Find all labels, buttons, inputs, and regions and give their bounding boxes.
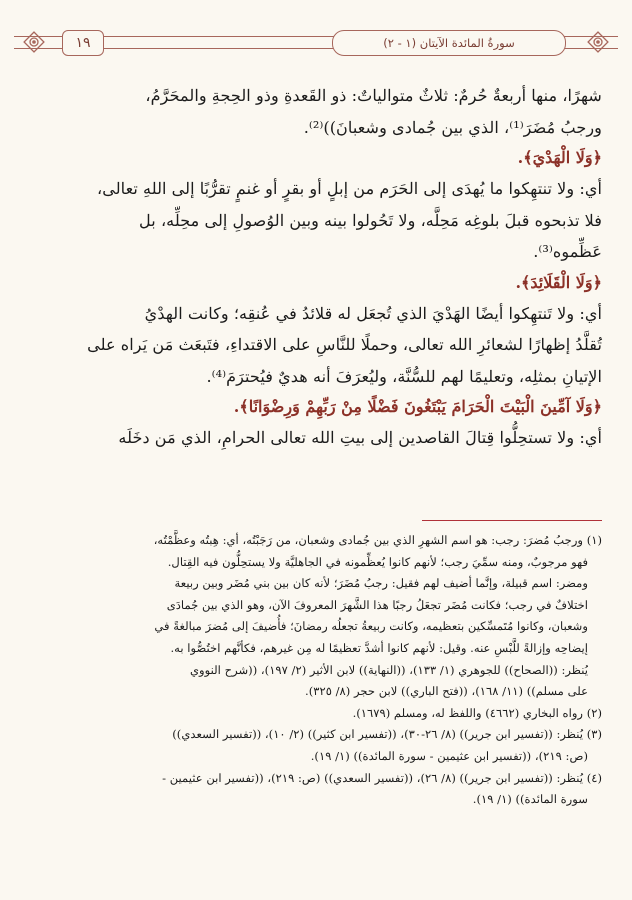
text-line: فلا تذبحوه قبلَ بلوغِه مَحِلَّه، ولا تَحُولوا بينه وبين الوُصولِ إلى محِلِّه، بل xyxy=(139,210,602,230)
footnote-line: على مسلم)) (١١/ ١٦٨)، ((فتح الباري)) لابن حجر (٨/ ٣٢٥). xyxy=(305,684,588,699)
footnote-line: يُنظر: ((الصحاح)) للجوهري (١/ ١٣٣)، ((النهاية)) لابن الأثير (٢/ ١٩٧)، ((شرح النووي xyxy=(189,662,588,677)
footnote-line: (٣) يُنظر: ((تفسير ابن جرير)) (٨/ ٢٦-٣٠)، ((تفسير ابن كثير)) (٢/ ١٠)، ((تفسير السعدي)) xyxy=(172,727,602,742)
text-line: شهرًا، منها أربعةٌ حُرمٌ: ثلاثٌ متوالياتٌ: ذو القَعدةِ وذو الحِجةِ والمحَرَّمُ، xyxy=(145,86,602,105)
main-text xyxy=(38,80,602,454)
footnote-line: فهو مرجوبٌ، ومنه سمِّيَ رجب؛ لأنهم كانوا يُعظِّمونه في الجاهليَّة ولا يستحِلُّون فيه القِتال. xyxy=(167,554,588,569)
text-line: أي: ولا تَنتهِكوا أيضًا الهَدْيَ الذي تُجعَل له قلائدُ في عُنقِه؛ وكانت الهدْيُ xyxy=(144,303,602,323)
footnote-divider xyxy=(422,520,602,521)
text-line: ورجبُ مُضَرَ⁽¹⁾، الذي بين جُمادى وشعبانَ))⁽²⁾. xyxy=(303,117,602,137)
text-line: عَظِّموه⁽³⁾. xyxy=(533,242,602,261)
footnote-line: (١) ورجبُ مُضرَ: رجب: هو اسم الشهرِ الذي بين جُمادى وشعبان، من رَجَبْتُه، أي: هِبتُه وعظَّمْتُه، xyxy=(153,533,602,547)
footnote-line: ومضر: اسم قبيلة، وإنَّما أضيف لهم فقيل: رجبُ مُضَرَ؛ لأنه كان بين بني مُضَر وبين ربيعة xyxy=(174,576,588,591)
footnote-line: اختلافٌ في رجب؛ فكانت مُضَر تجعَلُ رجبًا هذا الشَّهرَ المعروفَ الآن، وهو الذي بين جُمادَى xyxy=(166,597,588,612)
footnote-line: إيضاحِه وإزالةً للَّبْسِ عنه. وقيل: لأنهم كانوا أشدَّ تعظيمًا له مِن غيرهم، فكأنَّهم اختُصُّوا به. xyxy=(170,640,588,655)
footnote-line: (ص: ٢١٩)، ((تفسير ابن عثيمين - سورة المائدة)) (١/ ١٩). xyxy=(310,748,588,763)
text-line: تُقلَّدُ إظهارًا لشعائرِ الله تعالى، وحملًا للنَّاسِ على الاقتداءِ، فتَبعَث مَن يَراه على xyxy=(87,335,602,354)
ornament-right-icon xyxy=(584,28,612,56)
ornament-left-icon xyxy=(20,28,48,56)
footnote-line: (٢) رواه البخاري (٤٦٦٢) واللفظ له، ومسلم (١٦٧٩). xyxy=(352,705,602,720)
quran-verse: ﴿وَلَا الْهَدْيَ﴾. xyxy=(517,148,602,167)
text-line: الإتيانِ بمثلِه، وتعليمًا لهم للسُّنَّة، وليُعرَفَ أنه هديٌ فيُحترَمَ⁽⁴⁾. xyxy=(206,366,602,386)
text-line: أي: ولا تستحِلُّوا قِتالَ القاصدين إلى بيتِ الله تعالى الحرامِ، الذي مَن دخَلَه xyxy=(118,428,602,447)
footnote-line: وشعبان، وكانوا مُتَمسِّكين بتعظيمه، وكانت ربيعةُ تجعلُه رمضانَ؛ فأُضيفَ إلى مُضرَ مبالغةً في xyxy=(154,619,588,634)
footnote-line: (٤) يُنظر: ((تفسير ابن جرير)) (٨/ ٢٦)، ((تفسير السعدي)) (ص: ٢١٩)، ((تفسير ابن عثيمين - xyxy=(162,770,602,785)
footnotes xyxy=(30,530,602,811)
text-line: أي: ولا تنتهِكوا ما يُهدَى إلى الحَرَم من إبلٍ أو بقرٍ أو غنمٍ تقرُّبًا إلى اللهِ تعالى، xyxy=(96,179,602,198)
page-header xyxy=(14,22,618,62)
page-number: ١٩ xyxy=(62,30,104,56)
running-title: سورةُ المائدة الآيتان (١ - ٢) xyxy=(332,30,566,56)
footnote-line: سورة المائدة)) (١/ ١٩). xyxy=(472,792,588,807)
quran-verse: ﴿وَلَا آمِّينَ الْبَيْتَ الْحَرَامَ يَبْتَغُونَ فَضْلًا مِنْ رَبِّهِمْ وَرِضْوَانًا﴾. xyxy=(233,397,602,416)
quran-verse: ﴿وَلَا الْقَلَائِدَ﴾. xyxy=(515,272,602,292)
